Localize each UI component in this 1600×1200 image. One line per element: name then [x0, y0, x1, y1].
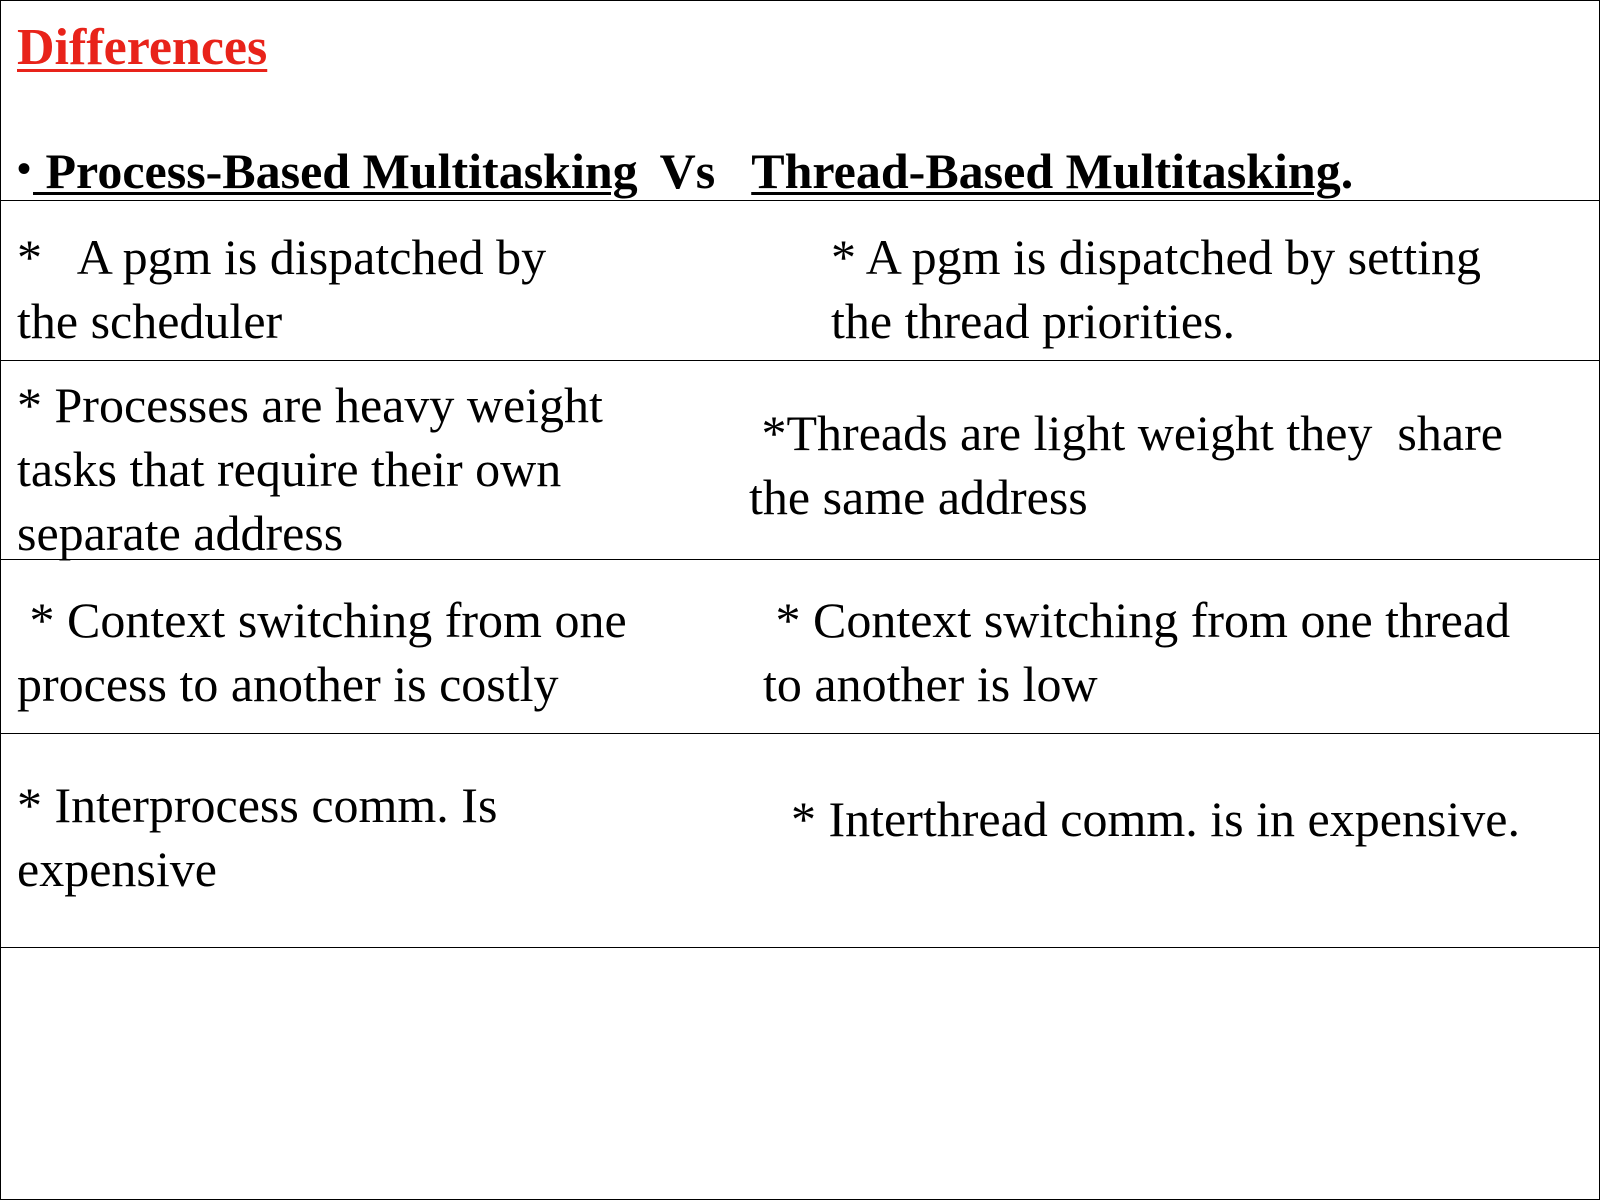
row-divider	[1, 200, 1599, 201]
heading-left-label: Process-Based Multitasking	[33, 143, 638, 199]
row-3-thread-cell: * Context switching from one thread to another is low	[763, 592, 1511, 712]
row-divider	[1, 360, 1599, 361]
row-3-process-cell: * Context switching from one process to another is costly	[17, 592, 627, 712]
comparison-heading	[17, 143, 1353, 201]
row-divider	[1, 947, 1599, 948]
heading-vs-label: Vs	[659, 143, 716, 199]
bullet-icon: •	[17, 146, 32, 191]
heading-right-label: Thread-Based Multitasking	[751, 143, 1341, 199]
row-1-thread-cell: * A pgm is dispatched by setting the thread priorities.	[831, 229, 1481, 349]
row-4-process-cell: * Interprocess comm. Is expensive	[17, 777, 498, 897]
heading-period: .	[1340, 143, 1354, 199]
row-divider	[1, 733, 1599, 734]
row-4-thread-cell: * Interthread comm. is in expensive.	[791, 791, 1520, 847]
slide-title: Differences	[17, 19, 268, 76]
row-divider	[1, 559, 1599, 560]
row-2-process-cell: * Processes are heavy weight tasks that require their own separate address	[17, 377, 603, 561]
row-1-process-cell: * A pgm is dispatched by the scheduler	[17, 229, 547, 349]
row-2-thread-cell: *Threads are light weight they share the same address	[749, 405, 1503, 525]
